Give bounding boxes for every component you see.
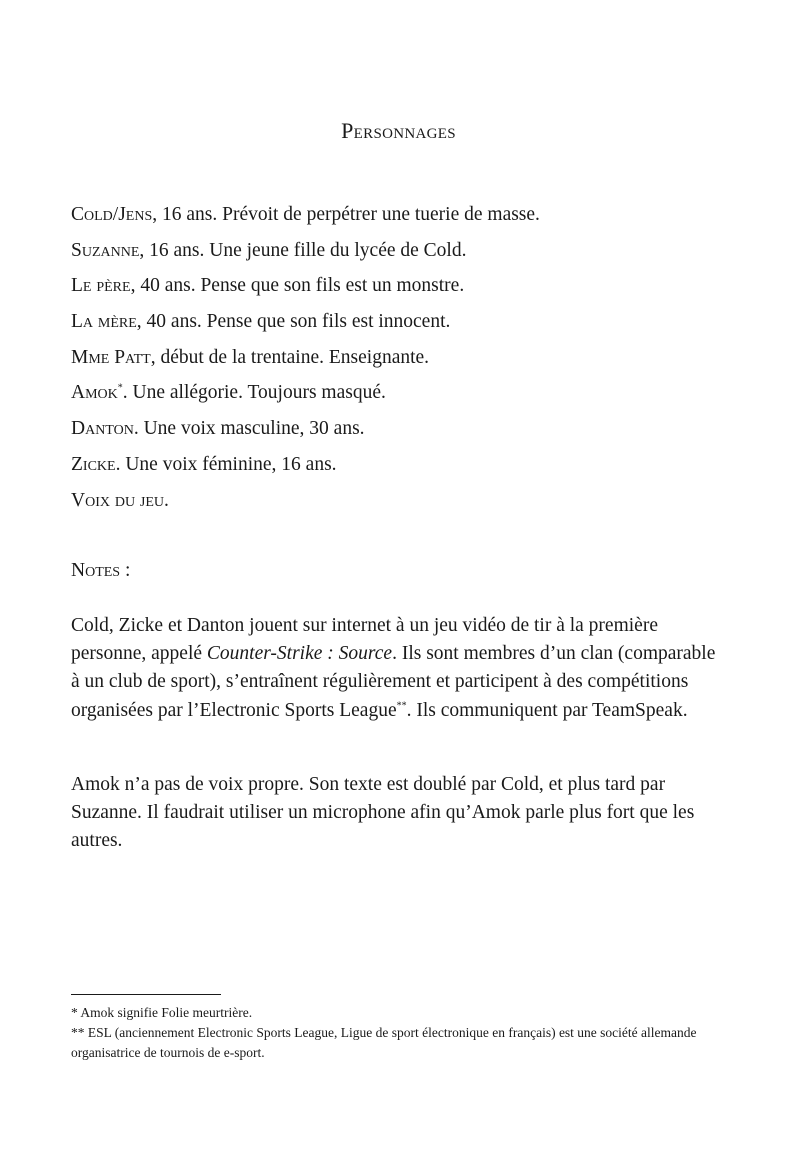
character-description: , 16 ans. Prévoit de perpétrer une tuerie de masse. xyxy=(152,204,540,225)
character-entry xyxy=(71,304,731,340)
footnote-text: Amok signifie Folie meurtrière. xyxy=(80,1005,253,1020)
paragraph-text: . Ils sont membres d’un clan (comparable à un club de sport), s’entraînent régulièrement et participent à des compétitions organisées par l’Electronic Sports League xyxy=(71,643,716,721)
footnotes xyxy=(71,1003,731,1063)
character-entry xyxy=(71,233,731,269)
paragraph-text: . Ils communiquent par TeamSpeak. xyxy=(406,699,688,721)
game-title: Counter-Strike : Source xyxy=(206,643,393,665)
character-description: . Une allégorie. Toujours masqué. xyxy=(122,382,386,404)
footnote-ref: * xyxy=(117,382,123,394)
character-name: Zicke xyxy=(71,453,116,475)
character-entry xyxy=(71,268,731,304)
character-entry xyxy=(71,447,731,483)
notes-paragraph: Amok n’a pas de voix propre. Son texte est doublé par Cold, et plus tard par Suzanne. Il faudrait utiliser un microphone afin qu’Amok parle plus fort que les autres. xyxy=(71,774,695,852)
footnote-divider xyxy=(71,994,221,995)
character-entry xyxy=(71,375,731,411)
character-name: Amok xyxy=(71,382,118,404)
character-name: La mère xyxy=(71,311,137,333)
character-description: . Une voix masculine, 30 ans. xyxy=(133,418,365,440)
character-description: , 40 ans. Pense que son fils est innocent. xyxy=(136,311,451,333)
page-title: Personnages xyxy=(341,118,456,143)
notes-paragraph xyxy=(71,612,716,725)
character-entry xyxy=(71,197,731,233)
character-entry xyxy=(71,483,731,519)
character-description: . Une voix féminine, 16 ans. xyxy=(115,453,337,475)
footnote xyxy=(71,1023,731,1063)
notes-heading: Notes : xyxy=(71,560,131,581)
character-description: , 16 ans. Une jeune fille du lycée de Cold. xyxy=(139,239,467,261)
footnote xyxy=(71,1003,731,1023)
character-list xyxy=(71,197,731,518)
footnote-mark: * xyxy=(71,1005,78,1020)
character-name: Le père xyxy=(71,275,131,297)
paragraph-text: Cold, Zicke et Danton jouent sur internet à un jeu vidéo de tir à la première personne, appelé xyxy=(71,615,658,665)
character-name: Voix du jeu xyxy=(71,489,165,511)
character-name: Suzanne xyxy=(71,239,140,261)
character-name: Mme Patt xyxy=(71,346,151,368)
character-name: Cold/Jens xyxy=(71,204,153,225)
footnote-mark: ** xyxy=(71,1025,85,1040)
character-description: , début de la trentaine. Enseignante. xyxy=(150,346,430,368)
character-entry xyxy=(71,411,731,447)
footnote-text: ESL (anciennement Electronic Sports League, Ligue de sport électronique en français) est une société allemande organisatrice de tournois de e-sport. xyxy=(71,1025,697,1060)
footnote-ref: ** xyxy=(396,700,407,712)
character-description: . xyxy=(164,489,169,511)
character-description: , 40 ans. Pense que son fils est un monstre. xyxy=(130,275,465,297)
character-name: Danton xyxy=(71,418,134,440)
character-entry xyxy=(71,340,731,376)
